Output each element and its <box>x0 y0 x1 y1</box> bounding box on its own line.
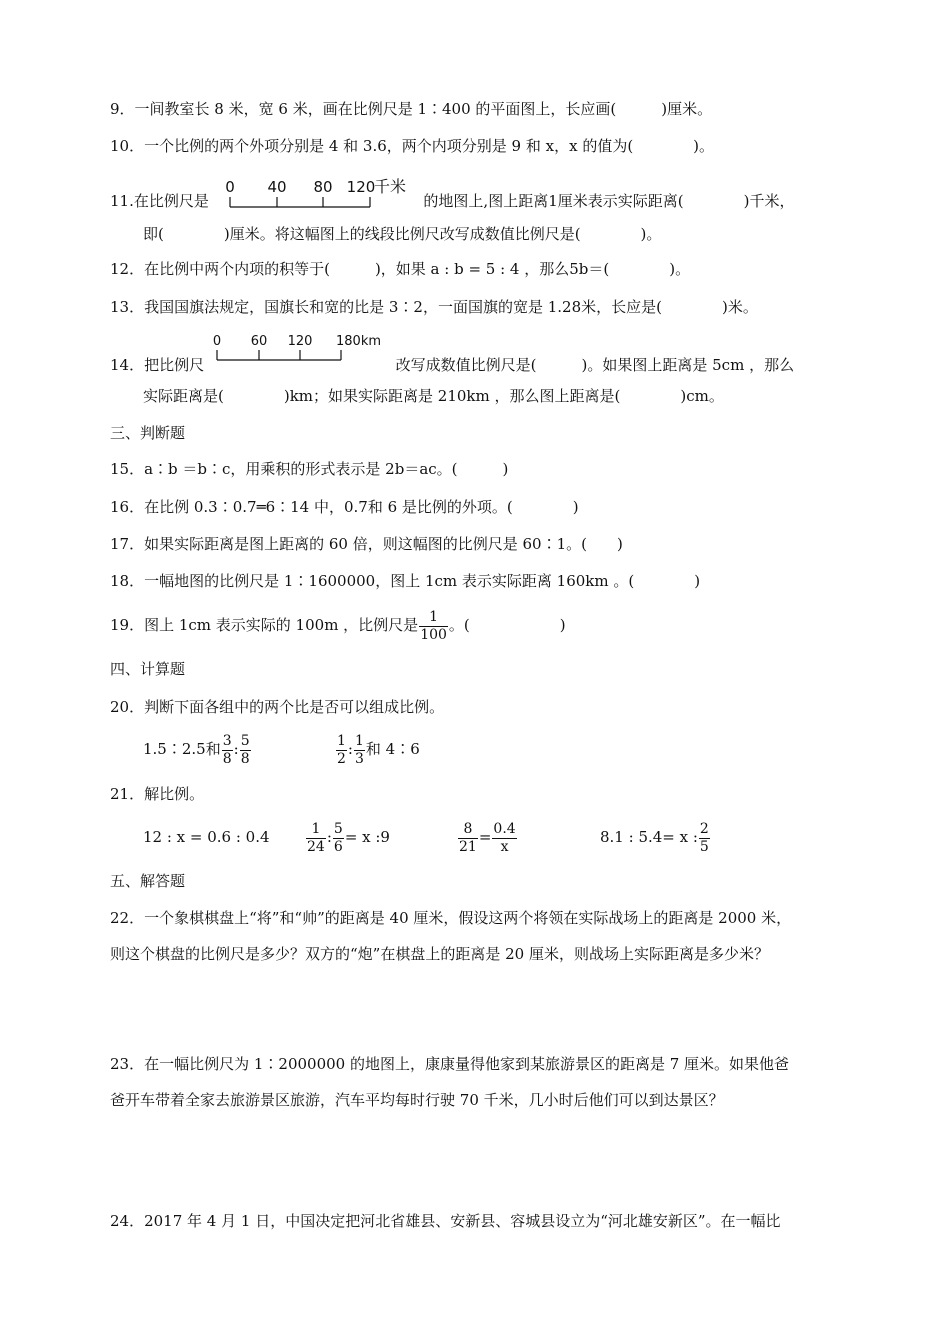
question-17: 17．如果实际距离是图上距离的 60 倍，则这幅图的比例尺是 60∶1。( ) <box>110 535 623 553</box>
question-19-prefix: 19．图上 1cm 表示实际的 100m ，比例尺是 <box>110 616 419 634</box>
scale-label-60: 60 <box>250 334 268 349</box>
scale-label-0: 0 <box>212 334 222 349</box>
scale-label-40: 40 <box>267 178 287 196</box>
scale-bar-180km <box>205 330 395 366</box>
question-11-prefix: 11.在比例尺是 <box>110 192 209 210</box>
question-19 <box>110 606 566 644</box>
question-24-line1: 24．2017 年 4 月 1 日，中国决定把河北省雄县、安新县、容城县设立为“河北雄安新区”。在一幅比 <box>110 1212 781 1230</box>
question-22-line2: 则这个棋盘的比例尺是多少？双方的“炮”在棋盘上的距离是 20 厘米，则战场上实际距离是多少米？ <box>110 945 769 963</box>
question-11-suffix: 的地图上,图上距离1厘米表示实际距离( )千米， <box>423 192 795 210</box>
scale-label-80: 80 <box>313 178 333 196</box>
question-20-pair-b: $\frac{1}{2}$ : $\frac{1}{3}$ 和 4∶6 <box>337 732 420 767</box>
scale-label-unit: 千米 <box>374 177 407 196</box>
question-14-line2: 实际距离是( )km；如果实际距离是 210km ，那么图上距离是( )cm。 <box>143 387 724 405</box>
scale-bar-km <box>222 172 422 214</box>
question-14-suffix: 改写成数值比例尺是( )。如果图上距离是 5cm ，那么 <box>395 356 795 374</box>
question-23-line1: 23．在一幅比例尺为 1∶2000000 的地图上，康康量得他家到某旅游景区的距离是 7 厘米。如果他爸 <box>110 1055 790 1073</box>
scale-label-180km: 180km <box>336 334 382 349</box>
question-11-line1 <box>110 190 794 212</box>
scale-label-120: 120 <box>287 334 313 349</box>
section-heading-answer: 五、解答题 <box>110 872 186 890</box>
question-21-eq3: $\frac{8}{21}$ = $\frac{0.4}{x}$ <box>459 820 516 855</box>
section-heading-judgement: 三、判断题 <box>110 424 186 442</box>
question-20-pair-a: 1.5∶2.5和 $\frac{3}{8}$ : $\frac{5}{8}$ <box>143 732 250 767</box>
question-14-prefix: 14．把比例尺 <box>110 356 205 374</box>
question-16: 16．在比例 0.3∶0.7═6∶14 中，0.7和 6 是比例的外项。( ) <box>110 498 579 516</box>
fraction-1-100: $\frac{1}{100}$ <box>420 608 447 643</box>
question-12: 12．在比例中两个内项的积等于( )，如果 a : b = 5 : 4 ，那么5b＝( )。 <box>110 260 691 278</box>
question-13: 13．我国国旗法规定，国旗长和宽的比是 3∶2，一面国旗的宽是 1.28米，长应是( )米。 <box>110 298 758 316</box>
section-heading-calculation: 四、计算题 <box>110 660 186 678</box>
scale-label-0: 0 <box>225 178 235 196</box>
question-21-eq2: $\frac{1}{24}$ : $\frac{5}{6}$ = x :9 <box>307 820 390 855</box>
question-21-eq4: 8.1 : 5.4= x : $\frac{2}{5}$ <box>600 820 709 855</box>
question-19-suffix: 。( ) <box>448 616 566 634</box>
question-10: 10．一个比例的两个外项分别是 4 和 3.6，两个内项分别是 9 和 x，x 的值为( )。 <box>110 137 715 155</box>
question-21: 21．解比例。 <box>110 785 205 803</box>
scale-label-120: 120 <box>346 178 376 196</box>
question-11-line2: 即( )厘米。将这幅图上的线段比例尺改写成数值比例尺是( )。 <box>143 225 662 243</box>
question-9: 9．一间教室长 8 米，宽 6 米，画在比例尺是 1∶400 的平面图上，长应画( )厘米。 <box>110 100 713 118</box>
question-21-eq1: 12 : x = 0.6 : 0.4 <box>143 828 270 846</box>
question-18: 18．一幅地图的比例尺是 1∶1600000，图上 1cm 表示实际距离 160km 。( ) <box>110 572 701 590</box>
question-22-line1: 22．一个象棋棋盘上“将”和“帅”的距离是 40 厘米，假设这两个将领在实际战场上的距离是 2000 米， <box>110 909 792 927</box>
question-15: 15．a∶b ＝b∶c，用乘积的形式表示是 2b＝ac。( ) <box>110 460 509 478</box>
question-23-line2: 爸开车带着全家去旅游景区旅游，汽车平均每时行驶 70 千米，几小时后他们可以到达景区？ <box>110 1091 724 1109</box>
question-20: 20．判断下面各组中的两个比是否可以组成比例。 <box>110 698 445 716</box>
